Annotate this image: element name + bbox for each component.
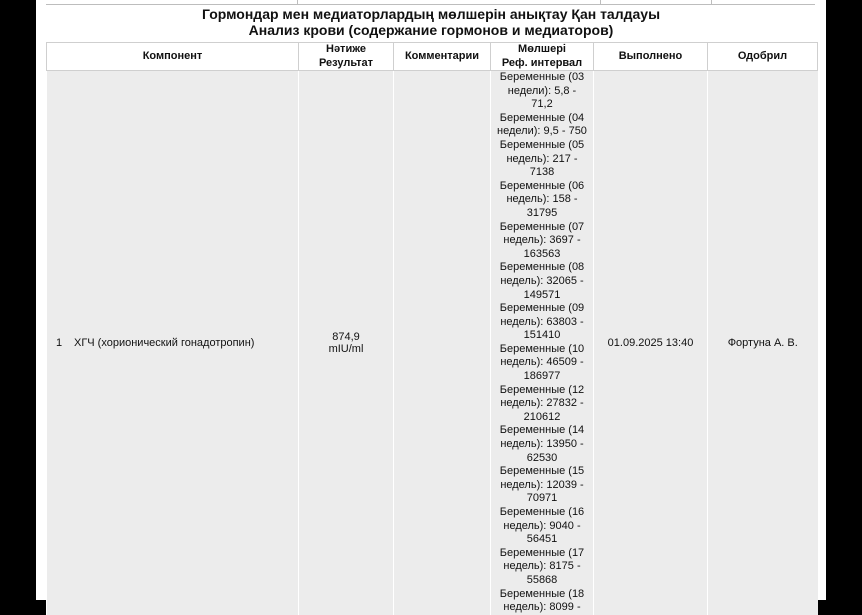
reference-line: 210612 — [523, 410, 561, 423]
reference-line: недель): 46509 - — [500, 356, 584, 369]
table-header-row — [47, 43, 818, 71]
reference-line: Беременные (08 — [499, 261, 585, 274]
previous-table-border — [46, 0, 815, 5]
reference-line: 55868 — [526, 573, 558, 586]
reference-line: недель): 32065 - — [500, 274, 584, 287]
document-title-kz: Гормондар мен медиаторлардың мөлшерін анықтау Қан талдауы — [201, 6, 661, 22]
reference-line: недель): 3697 - — [503, 234, 581, 247]
reference-line: 70971 — [526, 492, 558, 505]
document-page — [36, 0, 826, 614]
cell-comment — [394, 71, 491, 615]
reference-line: недели): 5,8 - 71,2 — [507, 84, 577, 111]
table-row — [47, 71, 818, 615]
col-header-approved: Одобрил — [708, 43, 818, 71]
reference-line: недель): 13950 - — [500, 438, 584, 451]
cell-reference-interval — [491, 71, 594, 615]
reference-line: 151410 — [523, 329, 561, 342]
reference-line: Беременные (06 — [499, 179, 585, 192]
reference-line: Беременные (12 — [499, 383, 585, 396]
reference-line: недель): 217 - 7138 — [506, 152, 578, 179]
result-unit: mIU/ml — [328, 342, 364, 355]
cell-result — [299, 71, 394, 615]
component-name: ХГЧ (хорионический гонадотропин) — [74, 336, 255, 349]
reference-line: Беременные (10 — [499, 342, 585, 355]
reference-line: Беременные (16 — [499, 506, 585, 518]
result-value: 874,9 — [332, 330, 360, 343]
reference-line: недель): 63803 - — [500, 315, 584, 328]
col-header-comments: Комментарии — [394, 43, 491, 71]
reference-line: 149571 — [523, 288, 561, 301]
reference-line: Беременные (18 — [499, 587, 585, 600]
reference-line: Беременные (07 — [499, 220, 585, 233]
reference-line: недель): 8099 - — [503, 601, 581, 614]
reference-line: Беременные (05 — [499, 138, 585, 151]
reference-line: недель): 8175 - — [503, 560, 581, 573]
reference-line: недели): 9,5 - 750 — [497, 125, 587, 138]
reference-line: 56451 — [526, 533, 558, 546]
reference-line: Беременные (04 — [499, 111, 585, 124]
col-header-reference: Мөлшері Реф. интервал — [491, 43, 594, 71]
reference-line: недель): 9040 - — [503, 519, 581, 532]
row-number: 1 — [56, 336, 63, 349]
reference-line: 31795 — [526, 206, 558, 219]
col-header-component: Компонент — [47, 43, 299, 71]
reference-line: 186977 — [523, 370, 561, 383]
reference-line: Беременные (03 — [499, 71, 585, 83]
col-header-done: Выполнено — [594, 43, 708, 71]
cell-done: 01.09.2025 13:40 — [594, 71, 708, 615]
reference-line: Беременные (15 — [499, 465, 585, 478]
reference-line: Беременные (09 — [499, 302, 585, 315]
results-table — [46, 42, 818, 615]
document-title-ru: Анализ крови (содержание гормонов и медиаторов) — [248, 22, 614, 38]
col-header-result: Нәтиже Результат — [299, 43, 394, 71]
reference-line: недель): 12039 - — [500, 478, 584, 491]
cell-component — [47, 71, 299, 615]
reference-line: недель): 27832 - — [500, 397, 584, 410]
reference-line: Беременные (14 — [499, 424, 585, 437]
reference-line: 62530 — [526, 451, 558, 464]
cell-approved: Фортуна А. В. — [708, 71, 818, 615]
reference-line: Беременные (17 — [499, 546, 585, 559]
reference-line: 163563 — [523, 247, 561, 260]
reference-line: недель): 158 - — [506, 193, 578, 206]
